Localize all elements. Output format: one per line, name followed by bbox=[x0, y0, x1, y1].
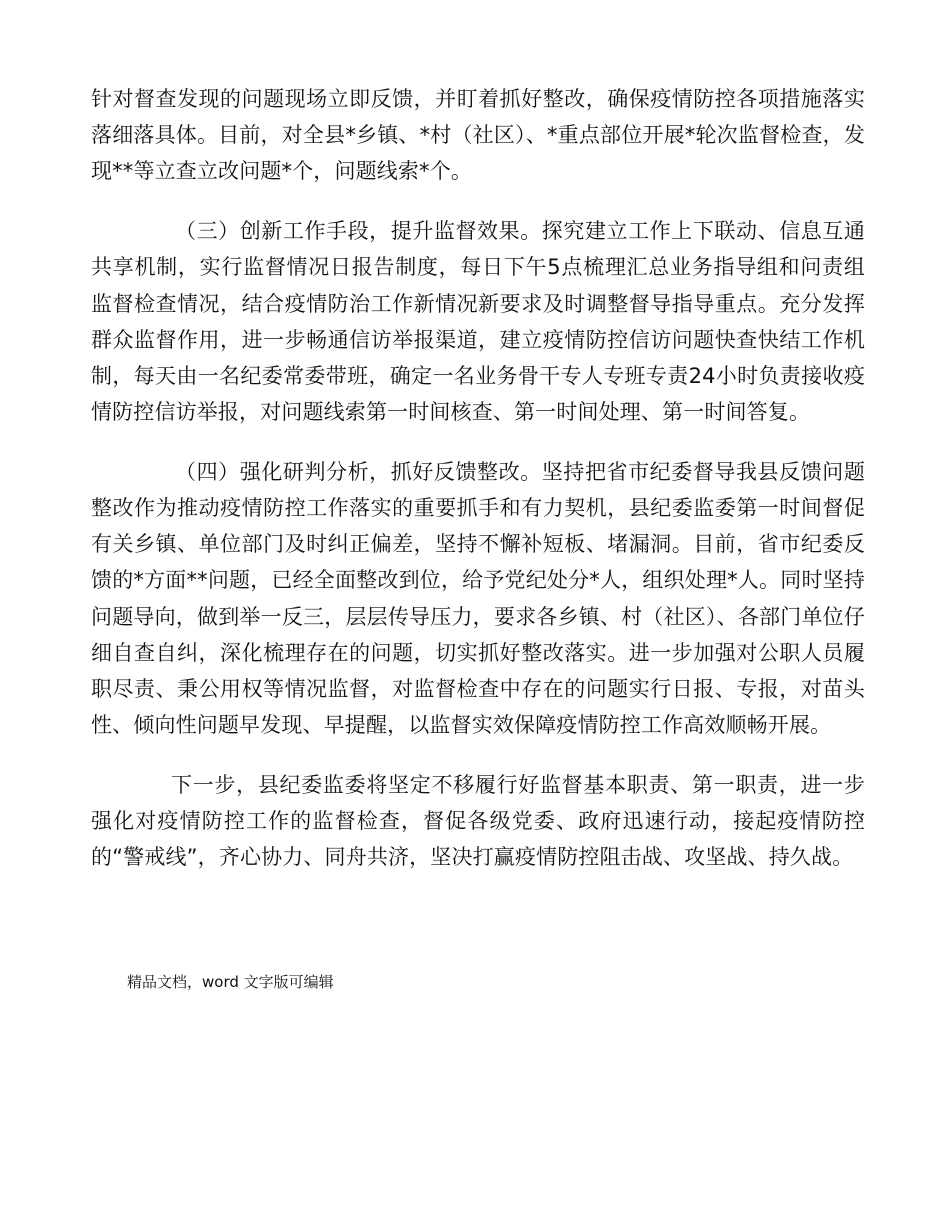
footer-note: 精品文档，word 文字版可编辑 bbox=[127, 973, 334, 991]
paragraph-innovation-methods: （三）创新工作手段，提升监督效果。探究建立工作上下联动、信息互通共享机制，实行监督情况日报告制度，每日下午5点梳理汇总业务指导组和问责组监督检查情况，结合疫情防治工作新情况新要求及时调整督导指导重点。充分发挥群众监督作用，进一步畅通信访举报渠道，建立疫情防控信访问题快查快结工作机制，每天由一名纪委常委带班，确定一名业务骨干专人专班专责24小时负责接收疫情防控信访举报，对问题线索第一时间核查、第一时间处理、第一时间答复。 bbox=[91, 219, 865, 425]
paragraph-next-steps: 下一步，县纪委监委将坚定不移履行好监督基本职责、第一职责，进一步强化对疫情防控工作的监督检查，督促各级党委、政府迅速行动，接起疫情防控的“警戒线”，齐心协力、同舟共济，坚决打赢疫情防控阻击战、攻坚战、持久战。 bbox=[91, 772, 865, 870]
paragraph-inspection-feedback: 针对督查发现的问题现场立即反馈，并盯着抓好整改，确保疫情防控各项措施落实落细落具体。目前，对全县*乡镇、*村（社区）、*重点部位开展*轮次监督检查，发现**等立查立改问题*个，问题线索*个。 bbox=[91, 87, 865, 184]
document-body bbox=[91, 81, 865, 899]
paragraph-analysis-rectification: （四）强化研判分析，抓好反馈整改。坚持把省市纪委督导我县反馈问题整改作为推动疫情防控工作落实的重要抓手和有力契机，县纪委监委第一时间督促有关乡镇、单位部门及时纠正偏差，坚持不懈补短板、堵漏洞。目前，省市纪委反馈的*方面**问题，已经全面整改到位，给予党纪处分*人，组织处理*人。同时坚持问题导向，做到举一反三，层层传导压力，要求各乡镇、村（社区）、各部门单位仔细自查自纠，深化梳理存在的问题，切实抓好整改落实。进一步加强对公职人员履职尽责、秉公用权等情况监督，对监督检查中存在的问题实行日报、专报，对苗头性、倾向性问题早发现、早提醒，以监督实效保障疫情防控工作高效顺畅开展。 bbox=[91, 459, 865, 738]
